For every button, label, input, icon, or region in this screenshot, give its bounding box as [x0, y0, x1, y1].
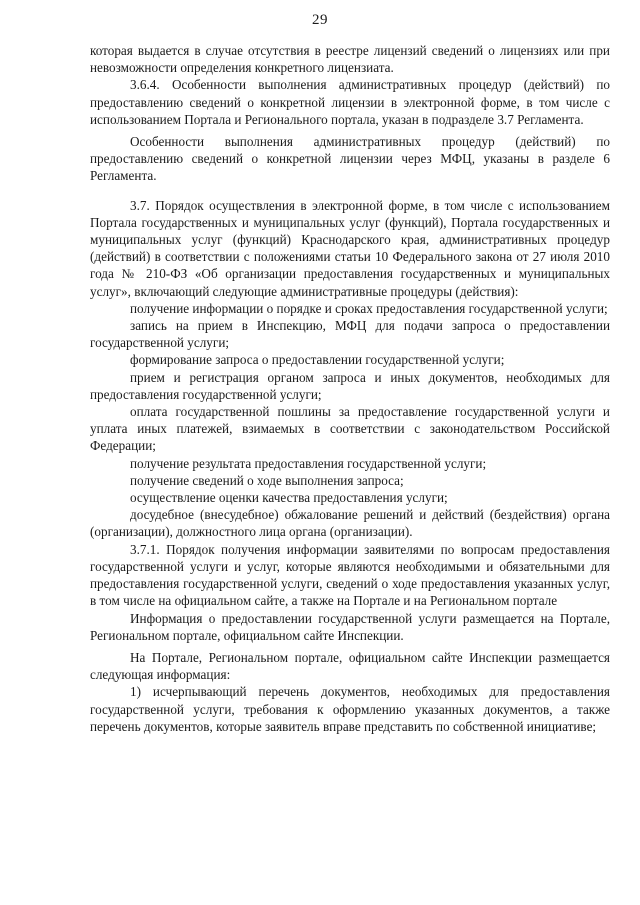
paragraph-continuation: которая выдается в случае отсутствия в реестре лицензий сведений о лицензиях или при невозможности определения конкретного лицензиата. [90, 43, 610, 76]
paragraph-info-placement: Информация о предоставлении государственной услуги размещается на Портале, Региональном портале, официальном сайте Инспекции. [90, 610, 610, 643]
list-item-result: получение результата предоставления государственной услуги; [130, 455, 487, 471]
paragraph-3-7: 3.7. Порядок осуществления в электронной форме, в том числе с использованием Портала государственных и муниципальных услуг (функций), Портала государственных и муниципальных услуг (функций) Краснодарского края, административных процедур (действий) в соответствии с положениями статьи 10 Федерального закона от 27 июля 2010 года № 210-ФЗ «Об организации предоставления государственных и муниципальных услуг», включающий следующие административные процедуры (действия): [90, 197, 610, 299]
page-number: 29 [312, 12, 328, 28]
list-item-request-forming: формирование запроса о предоставлении государственной услуги; [130, 352, 505, 368]
paragraph-3-7-1: 3.7.1. Порядок получения информации заявителями по вопросам предоставления государственной услуги и услуг, которые являются необходимыми и обязательными для предоставления государственной услуги, сведений о ходе предоставления указанных услуг, в том числе на официальном сайте, а также на Портале и на Региональном портале [90, 541, 610, 609]
list-item-info: получение информации о порядке и сроках предоставления государственной услуги; [130, 300, 608, 316]
list-item-1-documents: 1) исчерпывающий перечень документов, необходимых для предоставления государственной услуги, требования к оформлению указанных документов, а также перечень документов, которые заявитель вправе представить по собственной инициативе; [90, 684, 610, 734]
list-item-progress: получение сведений о ходе выполнения запроса; [130, 472, 404, 488]
list-item-appointment: запись на прием в Инспекцию, МФЦ для подачи запроса о предоставлении государственной услуги; [90, 318, 610, 351]
list-item-registration: прием и регистрация органом запроса и иных документов, необходимых для предоставления государственной услуги; [90, 369, 610, 402]
document-body [90, 42, 610, 735]
paragraph-3-6-4: 3.6.4. Особенности выполнения административных процедур (действий) по предоставлению сведений о конкретной лицензии в электронной форме, в том числе с использованием Портала и Регионального портала, указан в подразделе 3.7 Регламента. [90, 77, 610, 127]
paragraph-portal-info: На Портале, Региональном портале, официальном сайте Инспекции размещается следующая информация: [90, 649, 610, 683]
list-item-payment: оплата государственной пошлины за предоставление государственной услуги и уплата иных платежей, взимаемых в соответствии с законодательством Российской Федерации; [90, 404, 610, 454]
list-item-appeal: досудебное (внесудебное) обжалование решений и действий (бездействия) органа (организации), должностного лица органа (организации). [90, 507, 610, 540]
paragraph-mfc-features: Особенности выполнения административных процедур (действий) по предоставлению сведений о конкретной лицензии через МФЦ, указаны в разделе 6 Регламента. [90, 134, 610, 184]
list-item-quality: осуществление оценки качества предоставления услуги; [130, 490, 448, 506]
